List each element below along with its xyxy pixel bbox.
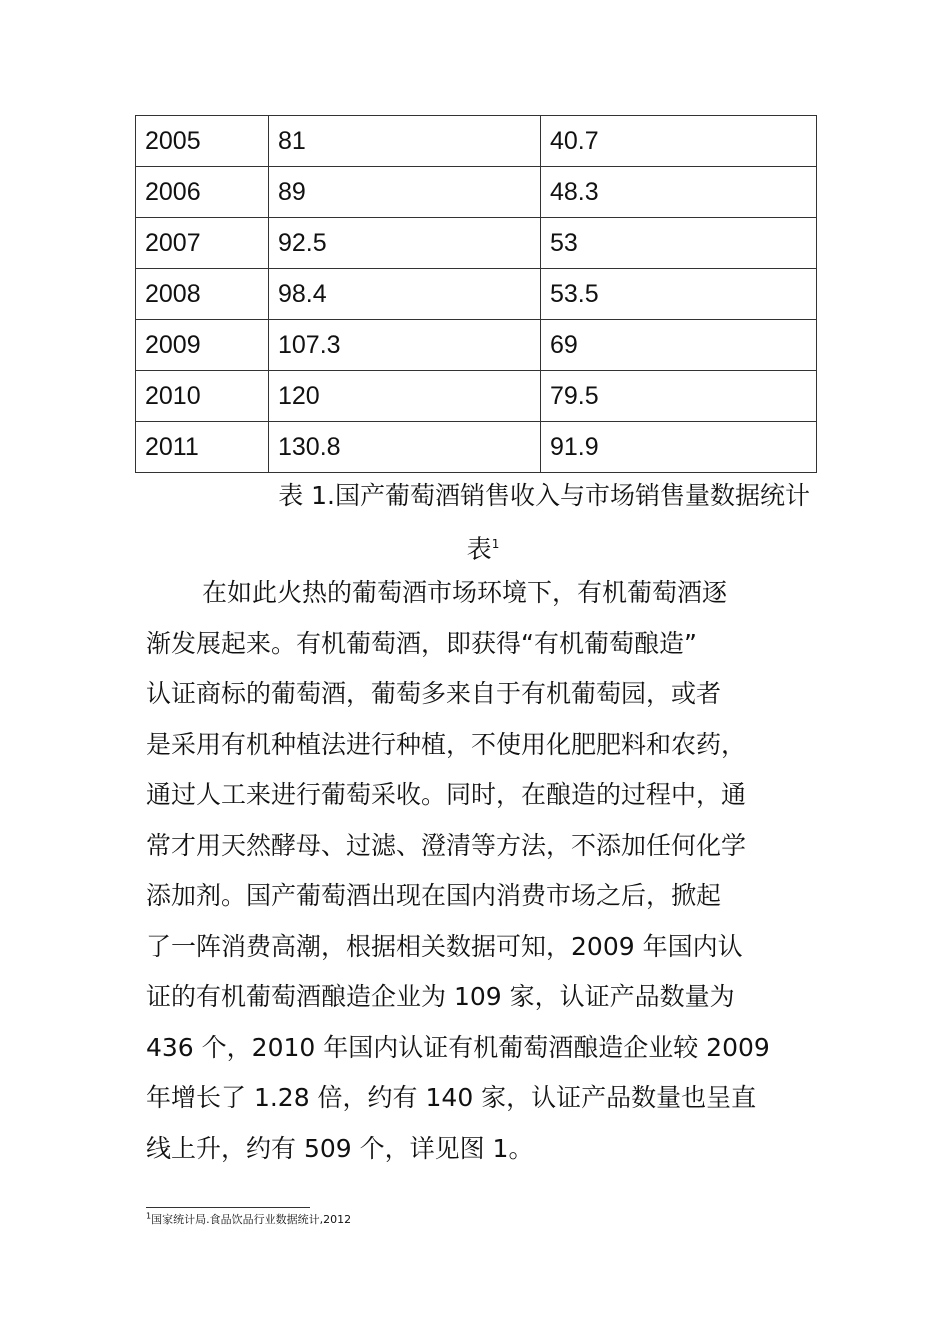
table-cell: 120 (269, 371, 541, 422)
footnote-mark: 1 (146, 1211, 152, 1221)
table-cell: 91.9 (541, 422, 817, 473)
footnote-separator (146, 1207, 310, 1208)
table-row (136, 320, 817, 371)
table-cell: 2011 (136, 422, 269, 473)
footnote-reference: 1 (491, 537, 500, 551)
table-row (136, 116, 817, 167)
paragraph-line: 436 个，2010 年国内认证有机葡萄酒酿造企业较 2009 (146, 1032, 770, 1062)
table-row (136, 218, 817, 269)
table-cell: 53 (541, 218, 817, 269)
table-caption-line1 (150, 472, 810, 520)
paragraph-line: 常才用天然酵母、过滤、澄清等方法，不添加任何化学 (146, 830, 747, 860)
paragraph-line: 了一阵消费高潮，根据相关数据可知，2009 年国内认 (146, 931, 743, 961)
table-cell: 89 (269, 167, 541, 218)
paragraph-line: 渐发展起来。有机葡萄酒，即获得“有机葡萄酿造” (146, 628, 697, 658)
table-cell: 2006 (136, 167, 269, 218)
paragraph-line: 年增长了 1.28 倍，约有 140 家，认证产品数量也呈直 (146, 1083, 757, 1112)
table-cell: 69 (541, 320, 817, 371)
table-cell: 53.5 (541, 269, 817, 320)
table-cell: 2007 (136, 218, 269, 269)
table-row (136, 371, 817, 422)
table-cell: 130.8 (269, 422, 541, 473)
table-cell: 2010 (136, 371, 269, 422)
table-cell: 79.5 (541, 371, 817, 422)
paragraph-line: 线上升，约有 509 个，详见图 1。 (146, 1133, 534, 1163)
table-cell: 2005 (136, 116, 269, 167)
paragraph-line: 证的有机葡萄酒酿造企业为 109 家，认证产品数量为 (146, 982, 735, 1011)
data-table (135, 115, 817, 473)
table-cell: 98.4 (269, 269, 541, 320)
table-row (136, 422, 817, 473)
body-paragraph (146, 568, 824, 1174)
paragraph-line: 是采用有机种植法进行种植，不使用化肥肥料和农药， (146, 729, 747, 759)
caption-text-end: 表 (466, 534, 492, 564)
table-cell: 2008 (136, 269, 269, 320)
paragraph-line: 添加剂。国产葡萄酒出现在国内消费市场之后，掀起 (146, 881, 722, 910)
table-body (136, 116, 817, 473)
table-cell: 48.3 (541, 167, 817, 218)
table-cell: 81 (269, 116, 541, 167)
footnote (146, 1211, 351, 1227)
table-cell: 107.3 (269, 320, 541, 371)
table-row (136, 167, 817, 218)
table-cell: 2009 (136, 320, 269, 371)
table-caption-line2 (150, 520, 816, 573)
caption-text: 表 1.国产葡萄酒销售收入与市场销售量数据统计 (278, 481, 810, 510)
footnote-text: 国家统计局.食品饮品行业数据统计,2012 (151, 1213, 352, 1226)
paragraph-line: 在如此火热的葡萄酒市场环境下，有机葡萄酒逐 (202, 578, 728, 607)
paragraph-line: 认证商标的葡萄酒，葡萄多来自于有机葡萄园，或者 (146, 679, 722, 708)
table-cell: 92.5 (269, 218, 541, 269)
table-cell: 40.7 (541, 116, 817, 167)
table-row (136, 269, 817, 320)
paragraph-line: 通过人工来进行葡萄采收。同时，在酿造的过程中，通 (146, 780, 747, 809)
